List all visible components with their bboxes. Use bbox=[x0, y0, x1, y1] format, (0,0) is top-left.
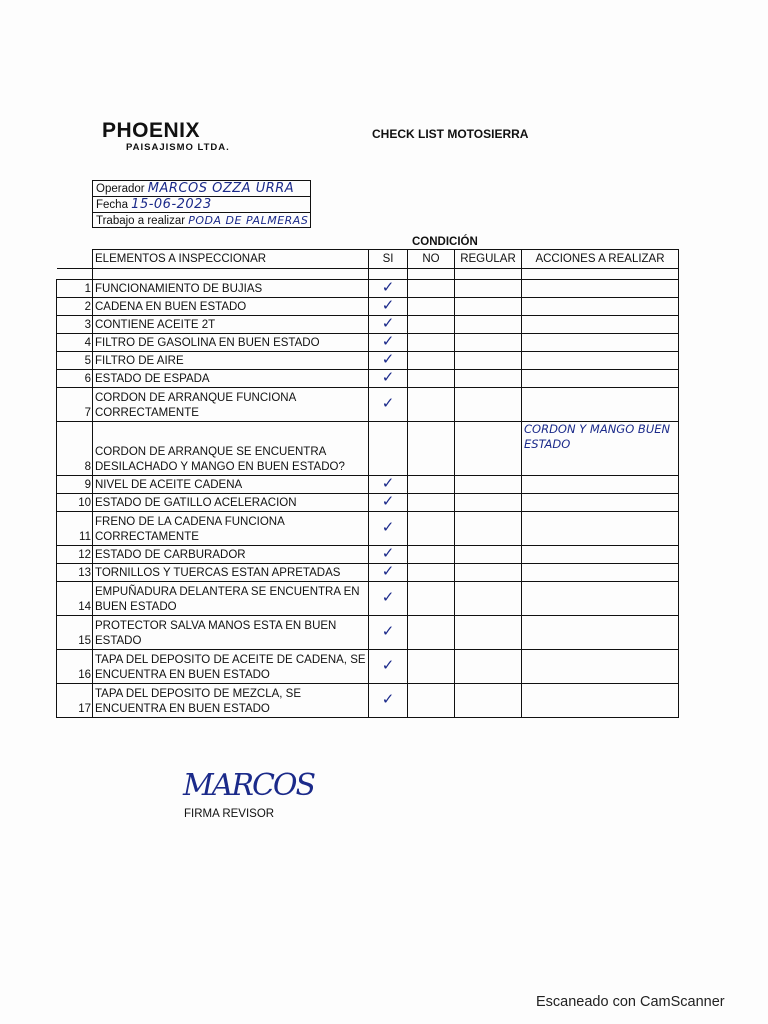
no-cell bbox=[408, 334, 455, 352]
action-cell bbox=[522, 370, 679, 388]
scanner-watermark: Escaneado con CamScanner bbox=[536, 994, 725, 1010]
action-cell: CORDON Y MANGO BUEN ESTADO bbox=[522, 422, 679, 476]
regular-cell bbox=[455, 316, 522, 334]
regular-cell bbox=[455, 494, 522, 512]
row-number: 14 bbox=[57, 582, 93, 616]
element-description: TAPA DEL DEPOSITO DE MEZCLA, SE ENCUENTRA EN BUEN ESTADO bbox=[93, 684, 369, 718]
regular-cell bbox=[455, 388, 522, 422]
checkmark-icon: ✓ bbox=[381, 350, 395, 368]
action-cell bbox=[522, 616, 679, 650]
si-cell bbox=[369, 564, 408, 582]
element-description: TORNILLOS Y TUERCAS ESTAN APRETADAS bbox=[93, 564, 369, 582]
checkmark-icon: ✓ bbox=[381, 518, 395, 536]
si-cell bbox=[369, 512, 408, 546]
action-cell bbox=[522, 494, 679, 512]
regular-cell bbox=[455, 334, 522, 352]
row-number: 7 bbox=[57, 388, 93, 422]
si-cell bbox=[369, 546, 408, 564]
signature-label: FIRMA REVISOR bbox=[184, 808, 275, 820]
element-description: TAPA DEL DEPOSITO DE ACEITE DE CADENA, SE ENCUENTRA EN BUEN ESTADO bbox=[93, 650, 369, 684]
row-number: 2 bbox=[57, 298, 93, 316]
element-description: FILTRO DE GASOLINA EN BUEN ESTADO bbox=[93, 334, 369, 352]
si-cell bbox=[369, 476, 408, 494]
action-cell bbox=[522, 564, 679, 582]
regular-cell bbox=[455, 512, 522, 546]
element-description: ESTADO DE CARBURADOR bbox=[93, 546, 369, 564]
table-row bbox=[57, 316, 679, 334]
action-cell bbox=[522, 334, 679, 352]
si-cell bbox=[369, 616, 408, 650]
checkmark-icon: ✓ bbox=[381, 474, 395, 492]
inspection-table bbox=[56, 249, 679, 718]
table-row bbox=[57, 388, 679, 422]
company-name: PHOENIX bbox=[102, 119, 201, 142]
no-cell bbox=[408, 494, 455, 512]
no-cell bbox=[408, 476, 455, 494]
table-row bbox=[57, 616, 679, 650]
regular-cell bbox=[455, 352, 522, 370]
condition-header: CONDICIÓN bbox=[412, 236, 478, 248]
operator-info-table bbox=[92, 180, 311, 228]
regular-cell bbox=[455, 582, 522, 616]
action-cell bbox=[522, 582, 679, 616]
spacer-cell bbox=[455, 269, 522, 280]
no-cell bbox=[408, 616, 455, 650]
row-number: 11 bbox=[57, 512, 93, 546]
element-description: CORDON DE ARRANQUE SE ENCUENTRA DESILACHADO Y MANGO EN BUEN ESTADO? bbox=[93, 422, 369, 476]
row-number: 15 bbox=[57, 616, 93, 650]
row-number: 6 bbox=[57, 370, 93, 388]
si-cell bbox=[369, 352, 408, 370]
element-description: CADENA EN BUEN ESTADO bbox=[93, 298, 369, 316]
table-header-row bbox=[57, 250, 679, 269]
table-row bbox=[57, 494, 679, 512]
row-number: 13 bbox=[57, 564, 93, 582]
table-row bbox=[57, 582, 679, 616]
no-cell bbox=[408, 546, 455, 564]
date-label: Fecha bbox=[96, 199, 128, 211]
regular-cell bbox=[455, 280, 522, 298]
job-value: PODA DE PALMERAS bbox=[188, 213, 309, 227]
regular-cell bbox=[455, 684, 522, 718]
no-cell bbox=[408, 352, 455, 370]
table-row bbox=[57, 280, 679, 298]
regular-cell bbox=[455, 370, 522, 388]
row-number: 8 bbox=[57, 422, 93, 476]
no-column-header: NO bbox=[408, 250, 455, 269]
no-cell bbox=[408, 388, 455, 422]
spacer-row bbox=[57, 269, 679, 280]
action-cell bbox=[522, 684, 679, 718]
no-cell bbox=[408, 370, 455, 388]
no-cell bbox=[408, 684, 455, 718]
element-description: ESTADO DE GATILLO ACELERACION bbox=[93, 494, 369, 512]
elements-column-header: ELEMENTOS A INSPECCIONAR bbox=[93, 250, 369, 269]
number-column-header bbox=[57, 250, 93, 269]
date-row bbox=[93, 197, 311, 213]
table-row bbox=[57, 422, 679, 476]
element-description: CONTIENE ACEITE 2T bbox=[93, 316, 369, 334]
element-description: FILTRO DE AIRE bbox=[93, 352, 369, 370]
si-cell bbox=[369, 370, 408, 388]
table-row bbox=[57, 298, 679, 316]
row-number: 12 bbox=[57, 546, 93, 564]
action-cell bbox=[522, 298, 679, 316]
actions-column-header: ACCIONES A REALIZAR bbox=[522, 250, 679, 269]
element-description: FRENO DE LA CADENA FUNCIONA CORRECTAMENTE bbox=[93, 512, 369, 546]
checkmark-icon: ✓ bbox=[381, 588, 395, 606]
checkmark-icon: ✓ bbox=[381, 368, 395, 386]
row-number: 9 bbox=[57, 476, 93, 494]
regular-cell bbox=[455, 546, 522, 564]
company-subtitle: PAISAJISMO LTDA. bbox=[126, 142, 230, 153]
action-cell bbox=[522, 280, 679, 298]
table-row bbox=[57, 352, 679, 370]
si-cell bbox=[369, 298, 408, 316]
checkmark-icon: ✓ bbox=[381, 544, 395, 562]
operator-label: Operador bbox=[96, 183, 145, 195]
operator-value: MARCOS OZZA URRA bbox=[147, 181, 295, 196]
table-row bbox=[57, 476, 679, 494]
no-cell bbox=[408, 298, 455, 316]
regular-cell bbox=[455, 616, 522, 650]
regular-cell bbox=[455, 650, 522, 684]
spacer-cell bbox=[93, 269, 369, 280]
row-number: 3 bbox=[57, 316, 93, 334]
si-cell bbox=[369, 494, 408, 512]
si-cell bbox=[369, 316, 408, 334]
regular-cell bbox=[455, 476, 522, 494]
element-description: ESTADO DE ESPADA bbox=[93, 370, 369, 388]
element-description: EMPUÑADURA DELANTERA SE ENCUENTRA EN BUEN ESTADO bbox=[93, 582, 369, 616]
action-cell bbox=[522, 352, 679, 370]
checkmark-icon: ✓ bbox=[381, 314, 395, 332]
no-cell bbox=[408, 280, 455, 298]
element-description: NIVEL DE ACEITE CADENA bbox=[93, 476, 369, 494]
regular-column-header: REGULAR bbox=[455, 250, 522, 269]
si-column-header: SI bbox=[369, 250, 408, 269]
regular-cell bbox=[455, 564, 522, 582]
action-cell bbox=[522, 546, 679, 564]
reviewer-signature: MARCOS bbox=[183, 768, 315, 803]
si-cell bbox=[369, 650, 408, 684]
table-row bbox=[57, 564, 679, 582]
document-title: CHECK LIST MOTOSIERRA bbox=[372, 127, 529, 141]
checkmark-icon: ✓ bbox=[381, 656, 395, 674]
row-number: 5 bbox=[57, 352, 93, 370]
table-row bbox=[57, 546, 679, 564]
job-row bbox=[93, 213, 311, 228]
row-number: 4 bbox=[57, 334, 93, 352]
checkmark-icon: ✓ bbox=[381, 296, 395, 314]
no-cell bbox=[408, 512, 455, 546]
si-cell bbox=[369, 388, 408, 422]
operator-row bbox=[93, 181, 311, 197]
si-cell bbox=[369, 280, 408, 298]
element-description: CORDON DE ARRANQUE FUNCIONA CORRECTAMENTE bbox=[93, 388, 369, 422]
element-description: PROTECTOR SALVA MANOS ESTA EN BUEN ESTADO bbox=[93, 616, 369, 650]
row-number: 10 bbox=[57, 494, 93, 512]
row-number: 17 bbox=[57, 684, 93, 718]
table-row bbox=[57, 512, 679, 546]
no-cell bbox=[408, 564, 455, 582]
row-number: 16 bbox=[57, 650, 93, 684]
checkmark-icon: ✓ bbox=[381, 278, 395, 296]
si-cell bbox=[369, 684, 408, 718]
checkmark-icon: ✓ bbox=[381, 394, 395, 412]
table-row bbox=[57, 684, 679, 718]
element-description: FUNCIONAMIENTO DE BUJIAS bbox=[93, 280, 369, 298]
no-cell bbox=[408, 422, 455, 476]
no-cell bbox=[408, 582, 455, 616]
no-cell bbox=[408, 650, 455, 684]
checkmark-icon: ✓ bbox=[381, 332, 395, 350]
checkmark-icon: ✓ bbox=[381, 690, 395, 708]
regular-cell bbox=[455, 422, 522, 476]
checkmark-icon: ✓ bbox=[381, 562, 395, 580]
action-cell bbox=[522, 316, 679, 334]
action-cell bbox=[522, 512, 679, 546]
spacer-cell bbox=[522, 269, 679, 280]
table-row bbox=[57, 370, 679, 388]
checkmark-icon: ✓ bbox=[381, 492, 395, 510]
checkmark-icon: ✓ bbox=[381, 622, 395, 640]
si-cell bbox=[369, 334, 408, 352]
spacer-cell bbox=[408, 269, 455, 280]
table-row bbox=[57, 650, 679, 684]
spacer-cell bbox=[57, 269, 93, 280]
no-cell bbox=[408, 316, 455, 334]
action-cell bbox=[522, 476, 679, 494]
action-cell bbox=[522, 388, 679, 422]
table-row bbox=[57, 334, 679, 352]
action-cell bbox=[522, 650, 679, 684]
inspection-table-body bbox=[57, 269, 679, 718]
row-number: 1 bbox=[57, 280, 93, 298]
date-value: 15-06-2023 bbox=[131, 197, 212, 212]
si-cell bbox=[369, 422, 408, 476]
si-cell bbox=[369, 582, 408, 616]
company-logo bbox=[102, 120, 230, 154]
regular-cell bbox=[455, 298, 522, 316]
job-label: Trabajo a realizar bbox=[96, 214, 186, 227]
